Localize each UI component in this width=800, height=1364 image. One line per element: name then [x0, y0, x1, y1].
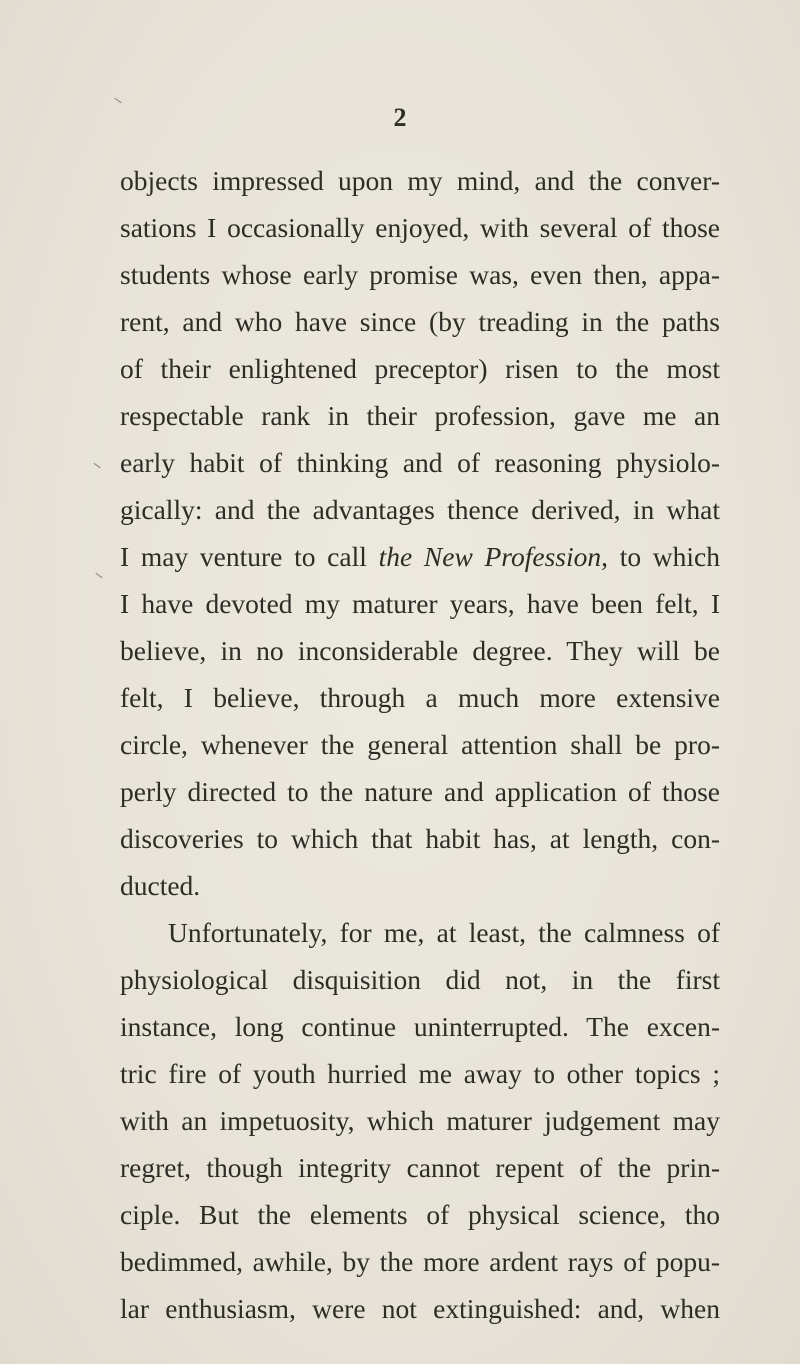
text-line-9-before: I may venture to call: [120, 541, 379, 572]
text-line-8: gically: and the advantages thence derived, in what: [120, 494, 720, 525]
text-line-4: rent, and who have since (by treading in the paths: [120, 306, 720, 337]
text-line-9: [120, 539, 720, 575]
text-line-7: early habit of thinking and of reasoning physiolo-: [120, 447, 720, 478]
paper-speck: [93, 463, 100, 468]
text-line-23: ciple. But the elements of physical science, tho: [120, 1199, 720, 1230]
page-number: 2: [393, 103, 407, 132]
text-line-19: instance, long continue uninterrupted. The excen-: [120, 1011, 720, 1042]
paper-speck: [95, 573, 102, 578]
text-line-15: discoveries to which that habit has, at length, con-: [120, 823, 720, 854]
text-line-9-after: , to which: [601, 541, 721, 572]
text-line-22: regret, though integrity cannot repent of the prin-: [120, 1152, 720, 1183]
text-line-1: objects impressed upon my mind, and the conver-: [120, 165, 720, 196]
text-line-18: physiological disquisition did not, in the first: [120, 964, 720, 995]
text-line-20: tric fire of youth hurried me away to other topics ;: [120, 1058, 720, 1089]
text-line-17: Unfortunately, for me, at least, the calmness of: [168, 917, 720, 948]
text-line-10: I have devoted my maturer years, have been felt, I: [120, 588, 720, 619]
text-line-14: perly directed to the nature and application of those: [120, 776, 720, 807]
text-line-21: with an impetuosity, which maturer judgement may: [120, 1105, 720, 1136]
text-line-16: ducted.: [120, 870, 201, 901]
text-line-24: bedimmed, awhile, by the more ardent rays of popu-: [120, 1246, 720, 1277]
text-line-13: circle, whenever the general attention shall be pro-: [120, 729, 720, 760]
text-line-2: sations I occasionally enjoyed, with several of those: [120, 212, 720, 243]
text-line-11: believe, in no inconsiderable degree. They will be: [120, 635, 720, 666]
text-line-5: of their enlightened preceptor) risen to the most: [120, 353, 720, 384]
text-line-3: students whose early promise was, even then, appa-: [120, 259, 720, 290]
text-line-12: felt, I believe, through a much more extensive: [120, 682, 720, 713]
text-line-25: lar enthusiasm, were not extinguished: and, when: [120, 1293, 720, 1324]
new-profession-title: the New Profession: [378, 541, 602, 572]
text-line-6: respectable rank in their profession, gave me an: [120, 400, 720, 431]
